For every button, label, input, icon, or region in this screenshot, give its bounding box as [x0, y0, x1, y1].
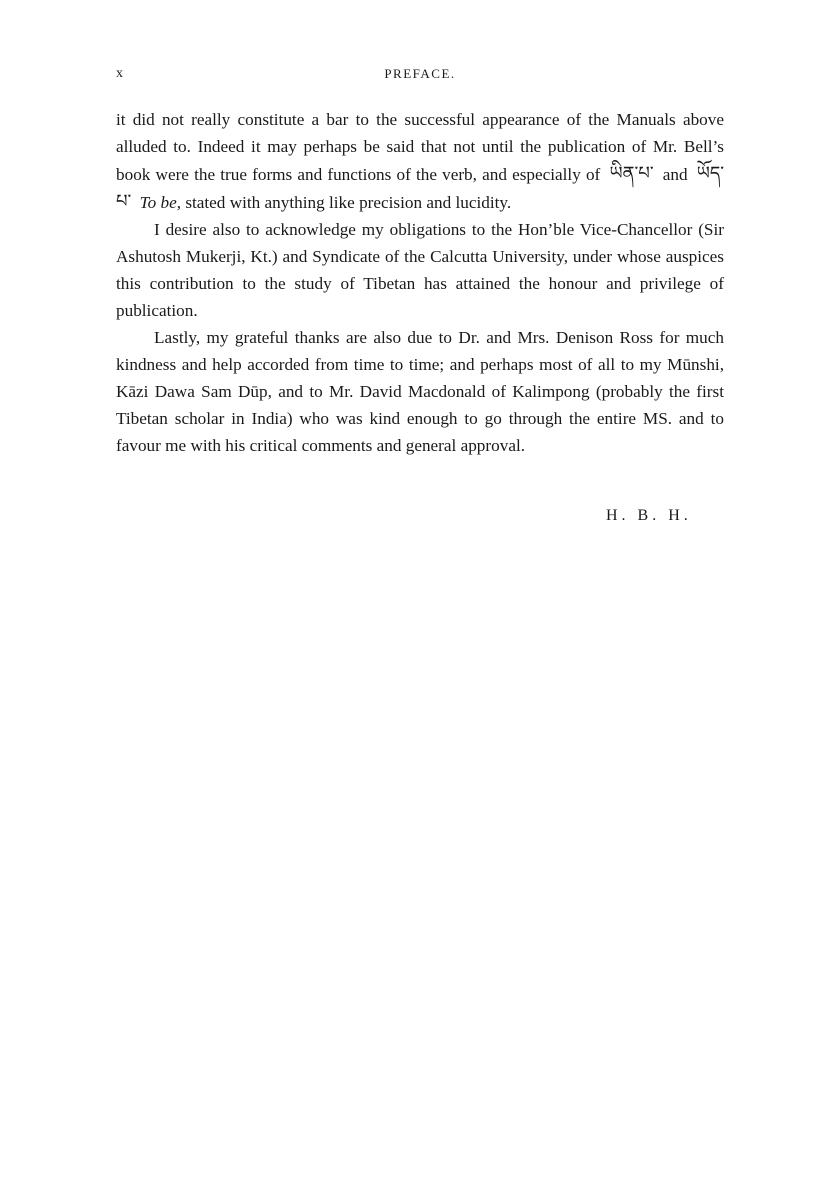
running-title: PREFACE. [384, 66, 456, 81]
paragraph-3: Lastly, my grateful thanks are also due to Dr. and Mrs. Denison Ross for much kindness and help accorded from time to time; and perhaps most of all to my Mūnshi, Kāzi Dawa Sam Dūp, and to Mr. David Macdonald of Kalimpong (probably the first Tibetan scholar in India) who was kind enough to go through the entire MS. and to favour me with his critical comments and general approval. [116, 328, 724, 455]
conjunction-and: and [662, 165, 688, 184]
body-text [116, 106, 724, 459]
paragraph-1-text: it did not really constitute a bar to the successful appearance of the Manuals above alluded to. Indeed it may perhaps be said that not until the publication of Mr. Bell’s book were the true forms and functions of the verb, and especially of [116, 110, 724, 184]
page-number: x [116, 66, 124, 81]
running-head [116, 66, 724, 86]
tibetan-word-yin-pa: ཡིན་པ་ [609, 163, 654, 183]
signature-initials: H. B. H. [606, 507, 692, 524]
to-be-gloss: To be, [139, 193, 182, 212]
tibetan-word-yod-pa: ཡོད་པ་ [116, 163, 725, 211]
paragraph-2: I desire also to acknowledge my obligations to the Hon’ble Vice-Chancellor (Sir Ashutosh Mukerji, Kt.) and Syndicate of the Calcutta University, under whose auspices this contribution to the study of Tibetan has attained the honour and privilege of publication. [116, 220, 724, 320]
paragraph-1 [116, 106, 724, 216]
paragraph-1-tail: stated with anything like precision and lucidity. [185, 193, 512, 212]
